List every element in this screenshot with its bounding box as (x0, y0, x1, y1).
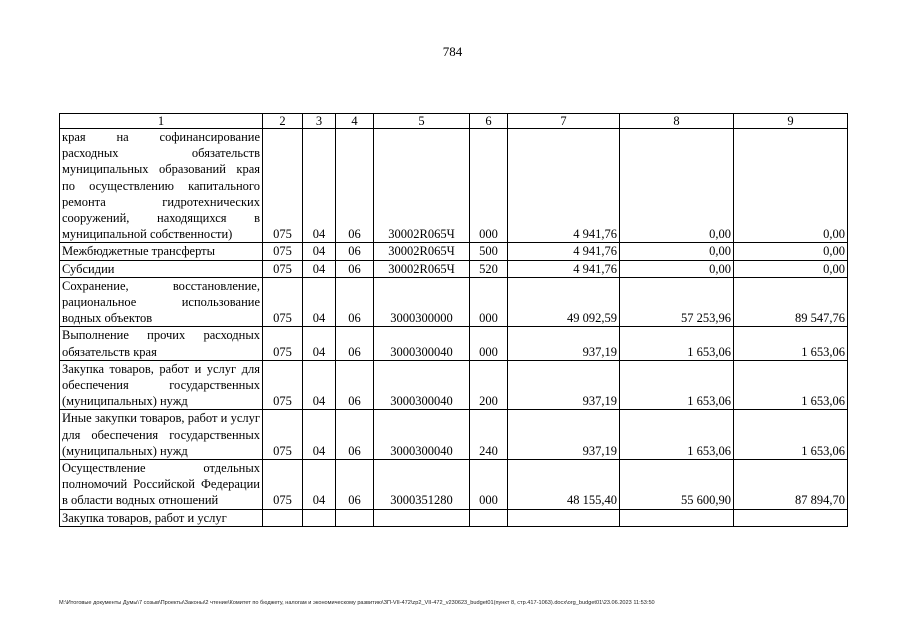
ministry-code: 075 (263, 327, 303, 360)
target-article: 3000300000 (374, 277, 470, 327)
subsection-code: 06 (336, 243, 374, 260)
target-article: 30002R065Ч (374, 260, 470, 277)
col-header: 4 (336, 114, 374, 129)
expense-type: 520 (470, 260, 508, 277)
col-header: 9 (734, 114, 848, 129)
col-header: 6 (470, 114, 508, 129)
amount-year-2: 55 600,90 (620, 460, 734, 510)
ministry-code: 075 (263, 360, 303, 410)
col-header: 8 (620, 114, 734, 129)
amount-year-1: 4 941,76 (508, 260, 620, 277)
amount-year-1: 49 092,59 (508, 277, 620, 327)
amount-year-2: 1 653,06 (620, 410, 734, 460)
amount-year-3: 1 653,06 (734, 410, 848, 460)
amount-year-2: 1 653,06 (620, 327, 734, 360)
col-header: 1 (60, 114, 263, 129)
col-header: 5 (374, 114, 470, 129)
amount-year-1: 937,19 (508, 327, 620, 360)
table-row (60, 277, 848, 327)
ministry-code: 075 (263, 260, 303, 277)
expense-type: 000 (470, 277, 508, 327)
ministry-code: 075 (263, 277, 303, 327)
section-code: 04 (303, 260, 336, 277)
amount-year-1: 4 941,76 (508, 129, 620, 243)
subsection-code: 06 (336, 260, 374, 277)
row-description: Выполнение прочих расходных обязательств края (60, 327, 263, 360)
row-description: Субсидии (60, 260, 263, 277)
row-description: Иные закупки товаров, работ и услуг для обеспечения государственных (муниципальных) нужд (60, 410, 263, 460)
target-article: 3000300040 (374, 327, 470, 360)
row-description: Закупка товаров, работ и услуг (60, 509, 263, 526)
row-description: края на софинансирование расходных обязательств муниципальных образований края по осуществлению капитального ремонта гидротехнических сооружений, находящихся в муниципальной собственности) (60, 129, 263, 243)
amount-year-2: 57 253,96 (620, 277, 734, 327)
table-row (60, 327, 848, 360)
subsection-code: 06 (336, 410, 374, 460)
col-header: 7 (508, 114, 620, 129)
target-article: 3000300040 (374, 410, 470, 460)
target-article: 30002R065Ч (374, 129, 470, 243)
row-description: Сохранение, восстановление, рациональное использование водных объектов (60, 277, 263, 327)
section-code: 04 (303, 327, 336, 360)
amount-year-1: 48 155,40 (508, 460, 620, 510)
amount-year-2: 0,00 (620, 129, 734, 243)
subsection-code: 06 (336, 277, 374, 327)
expense-type: 000 (470, 129, 508, 243)
subsection-code: 06 (336, 129, 374, 243)
amount-year-1: 4 941,76 (508, 243, 620, 260)
subsection-code: 06 (336, 327, 374, 360)
header-row (60, 114, 848, 129)
section-code: 04 (303, 277, 336, 327)
amount-year-3: 89 547,76 (734, 277, 848, 327)
expense-type: 500 (470, 243, 508, 260)
amount-year-3: 0,00 (734, 129, 848, 243)
subsection-code: 06 (336, 460, 374, 510)
section-code: 04 (303, 243, 336, 260)
table-row (60, 509, 848, 526)
subsection-code: 06 (336, 360, 374, 410)
section-code: 04 (303, 129, 336, 243)
amount-year-3: 0,00 (734, 260, 848, 277)
expense-type (470, 509, 508, 526)
amount-year-2: 1 653,06 (620, 360, 734, 410)
amount-year-2: 0,00 (620, 260, 734, 277)
ministry-code: 075 (263, 243, 303, 260)
target-article: 3000300040 (374, 360, 470, 410)
table-row (60, 410, 848, 460)
ministry-code: 075 (263, 410, 303, 460)
table-row (60, 360, 848, 410)
table-row (60, 460, 848, 510)
col-header: 2 (263, 114, 303, 129)
amount-year-3: 87 894,70 (734, 460, 848, 510)
row-description: Межбюджетные трансферты (60, 243, 263, 260)
amount-year-2: 0,00 (620, 243, 734, 260)
col-header: 3 (303, 114, 336, 129)
amount-year-3: 0,00 (734, 243, 848, 260)
amount-year-1: 937,19 (508, 360, 620, 410)
amount-year-3 (734, 509, 848, 526)
section-code (303, 509, 336, 526)
target-article: 30002R065Ч (374, 243, 470, 260)
ministry-code: 075 (263, 129, 303, 243)
amount-year-2 (620, 509, 734, 526)
subsection-code (336, 509, 374, 526)
amount-year-3: 1 653,06 (734, 360, 848, 410)
budget-table (59, 113, 848, 527)
amount-year-1: 937,19 (508, 410, 620, 460)
amount-year-3: 1 653,06 (734, 327, 848, 360)
section-code: 04 (303, 410, 336, 460)
table-row (60, 243, 848, 260)
target-article (374, 509, 470, 526)
ministry-code (263, 509, 303, 526)
row-description: Закупка товаров, работ и услуг для обеспечения государственных (муниципальных) нужд (60, 360, 263, 410)
target-article: 3000351280 (374, 460, 470, 510)
table-row (60, 129, 848, 243)
amount-year-1 (508, 509, 620, 526)
expense-type: 000 (470, 327, 508, 360)
row-description: Осуществление отдельных полномочий Российской Федерации в области водных отношений (60, 460, 263, 510)
section-code: 04 (303, 360, 336, 410)
ministry-code: 075 (263, 460, 303, 510)
document-path-footer: M:\Итоговые документы Думы\7 созыв\Проекты\Законы\2 чтение\Комитет по бюджету, налогам и экономическому развитию\ЗП-VII-472\zp2_VII-472_v230623_budget01(пункт 8, стр.417-1063).docx\org_budget01\23.06.2023 11:53:50 (59, 600, 655, 606)
expense-type: 240 (470, 410, 508, 460)
expense-type: 000 (470, 460, 508, 510)
page-number: 784 (442, 44, 463, 59)
table-row (60, 260, 848, 277)
expense-type: 200 (470, 360, 508, 410)
section-code: 04 (303, 460, 336, 510)
